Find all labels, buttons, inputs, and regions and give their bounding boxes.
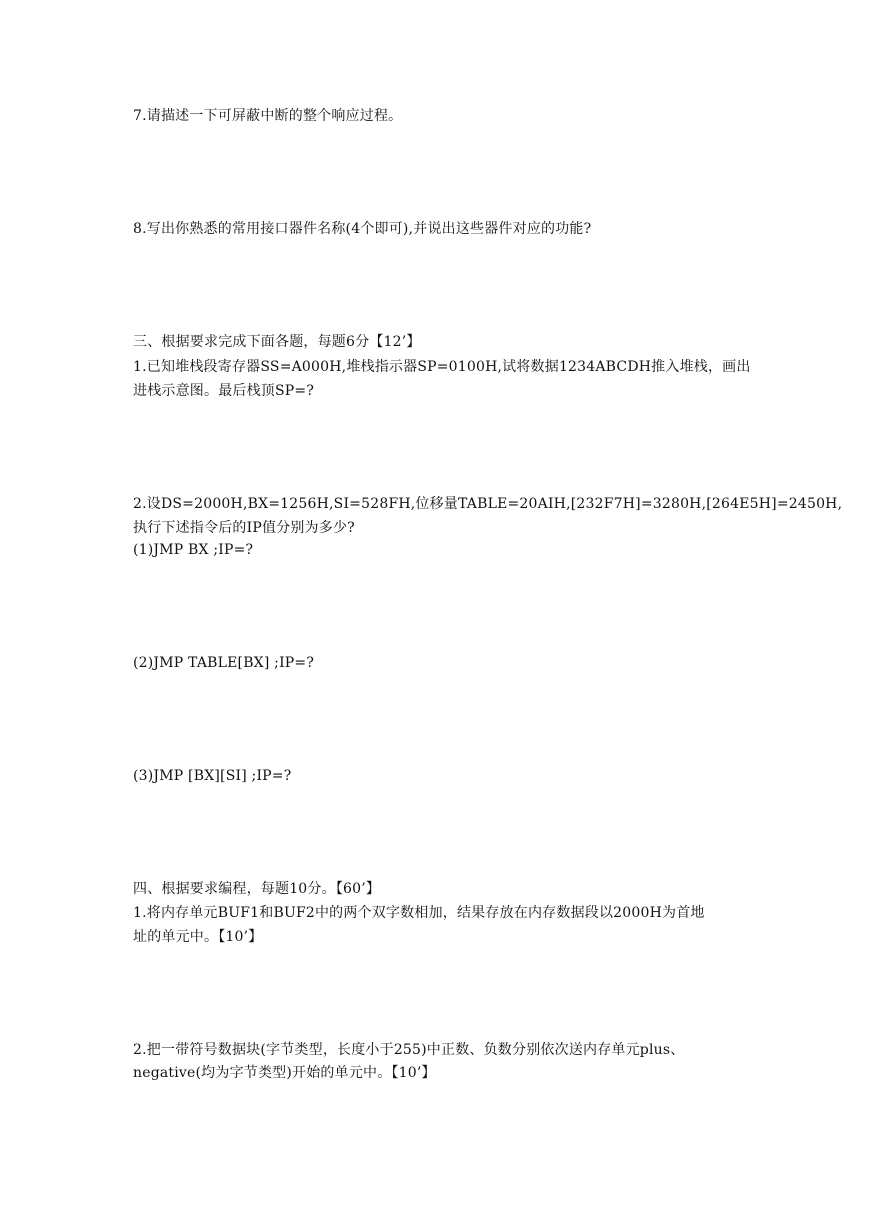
question-8: 8.写出你熟悉的常用接口器件名称(4个即可),并说出这些器件对应的功能? [133, 221, 592, 237]
section-3-q2-line-1: 2.设DS=2000H,BX=1256H,SI=528FH,位移量TABLE=20AIH,[232F7H]=3280H,[264E5H]=2450H, [133, 496, 843, 512]
section-3-q2-line-2: 执行下述指令后的IP值分别为多少? [133, 520, 355, 536]
section-3-q2-sub-3: (3)JMP [BX][SI] ;IP=? [133, 768, 292, 784]
section-3-q1-line-2: 进栈示意图。最后栈顶SP=? [133, 383, 315, 399]
section-3-q2-sub-2: (2)JMP TABLE[BX] ;IP=? [133, 655, 315, 671]
section-3-q1-line-1: 1.已知堆栈段寄存器SS=A000H,堆栈指示器SP=0100H,试将数据1234ABCDH推入堆栈，画出 [133, 359, 751, 375]
section-4-q1-line-2: 址的单元中。【10’】 [133, 929, 263, 945]
section-3-heading: 三、根据要求完成下面各题，每题6分【12’】 [133, 334, 421, 350]
section-4-q2-line-2: negative(均为字节类型)开始的单元中。【10’】 [133, 1065, 436, 1081]
question-7: 7.请描述一下可屏蔽中断的整个响应过程。 [133, 108, 403, 124]
section-4-heading: 四、根据要求编程，每题10分。【60’】 [133, 881, 381, 897]
section-4-q2-line-1: 2.把一带符号数据块(字节类型，长度小于255)中正数、负数分别依次送内存单元plus、 [133, 1042, 685, 1058]
section-3-q2-sub-1: (1)JMP BX ;IP=? [133, 542, 254, 558]
section-4-q1-line-1: 1.将内存单元BUF1和BUF2中的两个双字数相加，结果存放在内存数据段以2000H为首地 [133, 905, 705, 921]
